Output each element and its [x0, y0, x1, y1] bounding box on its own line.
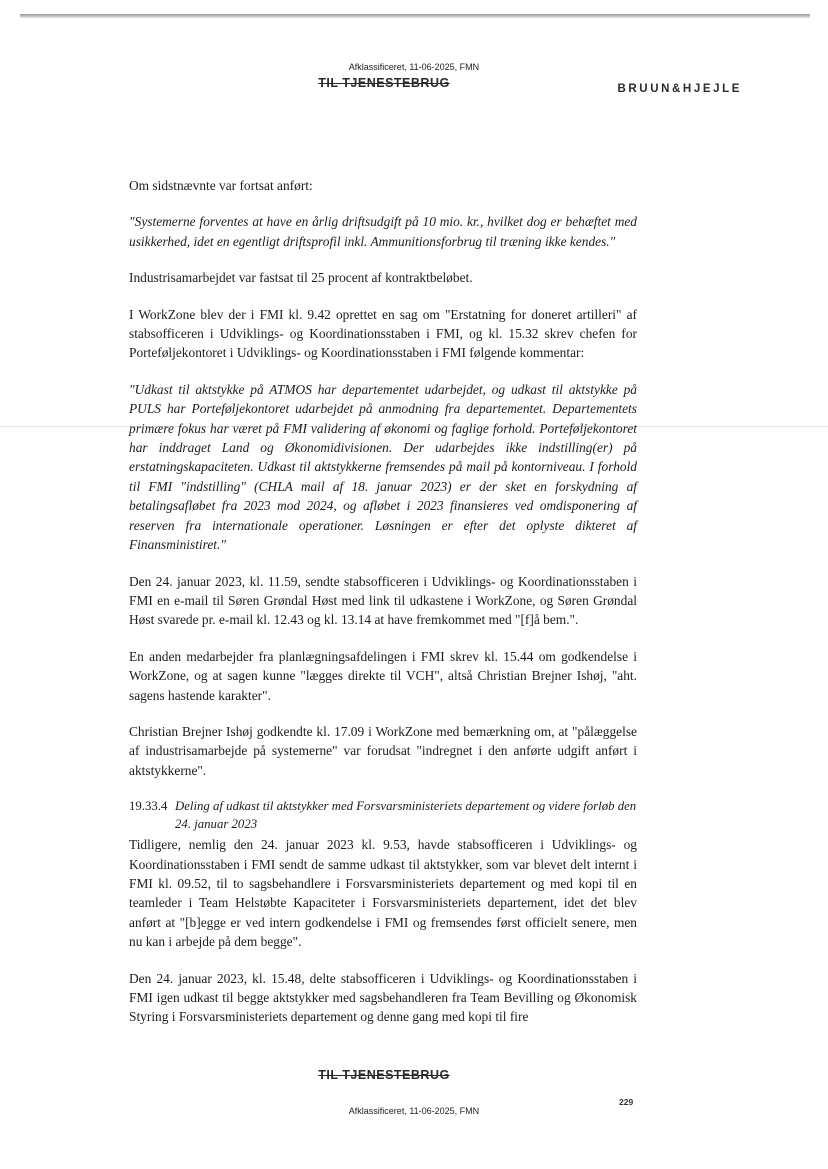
paragraph: Den 24. januar 2023, kl. 15.48, delte stabsofficeren i Udviklings- og Koordinationsstaben i FMI igen udkast til begge aktstykker med sagsbehandleren fra Team Bevilling og Økonomisk Styring i Forsvarsministeriets departement og denne gang med kopi til fire [129, 970, 637, 1025]
scan-top-edge [20, 14, 810, 18]
paragraph: En anden medarbejder fra planlægningsafdelingen i FMI skrev kl. 15.44 om godkendelse i WorkZone, og at sagen kunne "lægges direkte til VCH", altså Christian Brejner Ishøj, "aht. sagens hastende karakter". [129, 648, 637, 703]
paragraph: I WorkZone blev der i FMI kl. 9.42 oprettet en sag om "Erstatning for doneret artilleri" af stabsofficeren i Udviklings- og Koordinationsstaben i FMI, og kl. 15.32 skrev chefen for Porteføljekontoret i Udviklings- og Koordinationsstaben i FMI følgende kommentar: [129, 306, 637, 361]
paragraph: Tidligere, nemlig den 24. januar 2023 kl. 9.53, havde stabsofficeren i Udviklings- og Koordinationsstaben i FMI sendt de samme udkast til aktstykker, som var blevet delt internt i FMI kl. 09.52, til to sagsbehandlere i Forsvarsministeriets departement og med kopi til en teamleder i Team Helstøbte Kapaciteter i Forsvarsministeriets departement, idet det blev anført at "[b]egge er ved intern godkendelse i FMI og fremsendes først officielt senere, men nu kan i arbejde på dem begge". [129, 837, 637, 950]
paragraph: Industrisamarbejdet var fastsat til 25 procent af kontraktbeløbet. [129, 270, 473, 286]
quote-paragraph: "Systemerne forventes at have en årlig driftsudgift på 10 mio. kr., hvilket dog er behæftet med usikkerhed, idet en egentligt driftsprofil inkl. Ammunitionsforbrug til træning ikke kendes." [129, 214, 637, 249]
declassification-stamp-top: Afklassificeret, 11-06-2025, FMN [348, 62, 480, 72]
paragraph: Om sidstnævnte var fortsat anført: [129, 178, 313, 193]
page-number: 229 [619, 1097, 634, 1107]
document-body [129, 176, 637, 1044]
section-title: Deling af udkast til aktstykker med Forsvarsministeriets departement og videre forløb den 24. januar 2023 [175, 799, 637, 832]
restriction-marking-bottom: TIL TJENESTEBRUG [318, 1068, 450, 1082]
paragraph: Christian Brejner Ishøj godkendte kl. 17.09 i WorkZone med bemærkning om, at "pålæggelse af industrisamarbejde på systemerne" var forudsat "indregnet i den anførte udgift anført i aktstykkerne". [129, 723, 637, 778]
section-heading [129, 797, 637, 833]
section-number: 19.33.4 [129, 799, 168, 814]
declassification-stamp-bottom: Afklassificeret, 11-06-2025, FMN [348, 1106, 480, 1116]
paragraph: Den 24. januar 2023, kl. 11.59, sendte stabsofficeren i Udviklings- og Koordinationsstaben i FMI en e-mail til Søren Grøndal Høst med link til udkastene i WorkZone, og Søren Grøndal Høst svarede pr. e-mail kl. 12.43 og kl. 13.14 at have fremkommet med "[f]å bem.". [129, 573, 637, 628]
quote-paragraph: "Udkast til aktstykke på ATMOS har departementet udarbejdet, og udkast til aktstykke på PULS har Porteføljekontoret udarbejdet på anmodning fra departementet. Departementets primære fokus har været på FMI validering af økonomi og faglige forhold. Porteføljekontoret har inddraget Land og Økonomidivisionen. Der udarbejdes ikke indstilling(er) på erstatningskapaciteten. Udkast til aktstykkerne fremsendes på mail på kontorniveau. I forhold til FMI "indstilling" (CHLA mail af 18. januar 2023) er der sket en forskydning af betalingsafløbet fra 2023 mod 2024, og afløbet i 2023 finansieres ved omdisponering af reserven fra internationale operationer. Løsningen er efter det oplyste dikteret af Finansministiret." [129, 381, 637, 553]
firm-logo: BRUUN&HJEJLE [617, 83, 742, 95]
restriction-marking-top: TIL TJENESTEBRUG [318, 76, 450, 90]
